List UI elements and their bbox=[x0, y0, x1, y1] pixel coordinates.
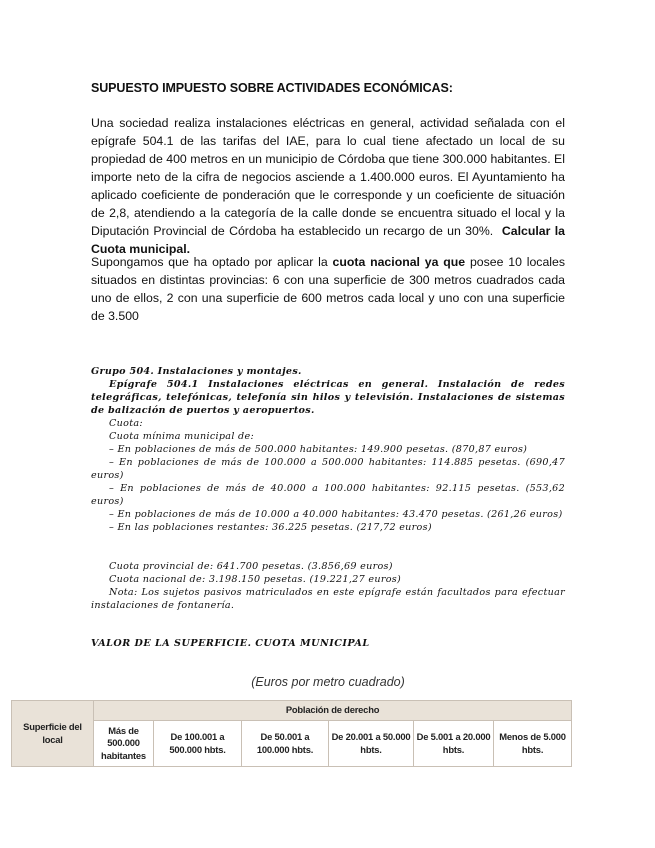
grupo-heading: Grupo 504. Instalaciones y montajes. bbox=[91, 366, 302, 377]
tramo-item: – En poblaciones de más de 40.000 a 100.000 habitantes: 92.115 pesetas. (553,62 euros) bbox=[91, 483, 565, 507]
document-title: SUPUESTO IMPUESTO SOBRE ACTIVIDADES ECONÓMICAS: bbox=[91, 81, 453, 95]
cuota-nacional: Cuota nacional de: 3.198.150 pesetas. (19.221,27 euros) bbox=[109, 574, 402, 585]
tramo-item: – En poblaciones de más de 500.000 habitantes: 149.900 pesetas. (870,87 euros) bbox=[109, 444, 528, 455]
nota: Nota: Los sujetos pasivos matriculados en este epígrafe están facultados para efectuar instalaciones de fontanería. bbox=[91, 587, 565, 611]
legal-cuotas bbox=[91, 560, 565, 612]
row-header-surface: Superficie del local bbox=[12, 701, 94, 767]
cuota-provincial: Cuota provincial de: 641.700 pesetas. (3.856,69 euros) bbox=[109, 561, 393, 572]
problem-statement-text: Una sociedad realiza instalaciones eléctricas en general, actividad señalada con el epígrafe 504.1 de las tarifas del IAE, para lo cual tiene afectado un local de su propiedad de 400 metros en un municipio de Córdoba que tiene 300.000 habitantes. El importe neto de la cifra de negocios asciende a 1.400.000 euros. El Ayuntamiento ha aplicado coeficiente de ponderación que le corresponde y un coeficiente de situación de 2,8, atendiendo a la categoría de la calle donde se encuentra situado el local y la Diputación Provincial de Córdoba ha establecido un recargo de un 30%. bbox=[91, 116, 565, 238]
column-header: De 50.001 a 100.000 hbts. bbox=[242, 721, 329, 767]
assumption-paragraph bbox=[91, 253, 565, 325]
section-title: VALOR DE LA SUPERFICIE. CUOTA MUNICIPAL bbox=[91, 638, 370, 649]
surface-value-table bbox=[11, 700, 572, 767]
units-caption: (Euros por metro cuadrado) bbox=[251, 675, 405, 689]
table-subheader-row bbox=[12, 721, 572, 767]
table-header-row bbox=[12, 701, 572, 721]
problem-statement-paragraph bbox=[91, 114, 565, 258]
assumption-text-start: Supongamos que ha optado por aplicar la bbox=[91, 255, 328, 269]
tramo-item: – En las poblaciones restantes: 36.225 pesetas. (217,72 euros) bbox=[109, 522, 432, 533]
assumption-text-end: posee 10 locales situados en distintas provincias: 6 con una superficie de 300 metros cuadrados cada uno de ellos, 2 con una superficie de 600 metros cada local y uno con una superficie de 3.500 bbox=[91, 255, 566, 323]
tramo-item: – En poblaciones de más de 10.000 a 40.000 habitantes: 43.470 pesetas. (261,26 euros) bbox=[109, 509, 563, 520]
column-header: Menos de 5.000 hbts. bbox=[494, 721, 572, 767]
group-header-population: Población de derecho bbox=[94, 701, 572, 721]
problem-question: Calcular la Cuota municipal. bbox=[91, 224, 565, 256]
column-header: Más de 500.000 habitantes bbox=[94, 721, 154, 767]
epigrafe-heading: Epígrafe 504.1 Instalaciones eléctricas en general. Instalación de redes telegráficas, telefónicas, telefonía sin hilos y televisión. Instalaciones de sistemas de balización de puertos y aeropuertos. bbox=[91, 379, 565, 416]
column-header: De 5.001 a 20.000 hbts. bbox=[414, 721, 494, 767]
column-header: De 20.001 a 50.000 hbts. bbox=[329, 721, 414, 767]
column-header: De 100.001 a 500.000 hbts. bbox=[154, 721, 242, 767]
legal-excerpt bbox=[91, 365, 565, 534]
tramo-item: – En poblaciones de más de 100.000 a 500.000 habitantes: 114.885 pesetas. (690,47 euros) bbox=[91, 457, 565, 481]
cuota-label: Cuota: bbox=[109, 418, 143, 429]
assumption-bold-text: cuota nacional ya que bbox=[332, 255, 466, 269]
cuota-minima-label: Cuota mínima municipal de: bbox=[109, 431, 254, 442]
